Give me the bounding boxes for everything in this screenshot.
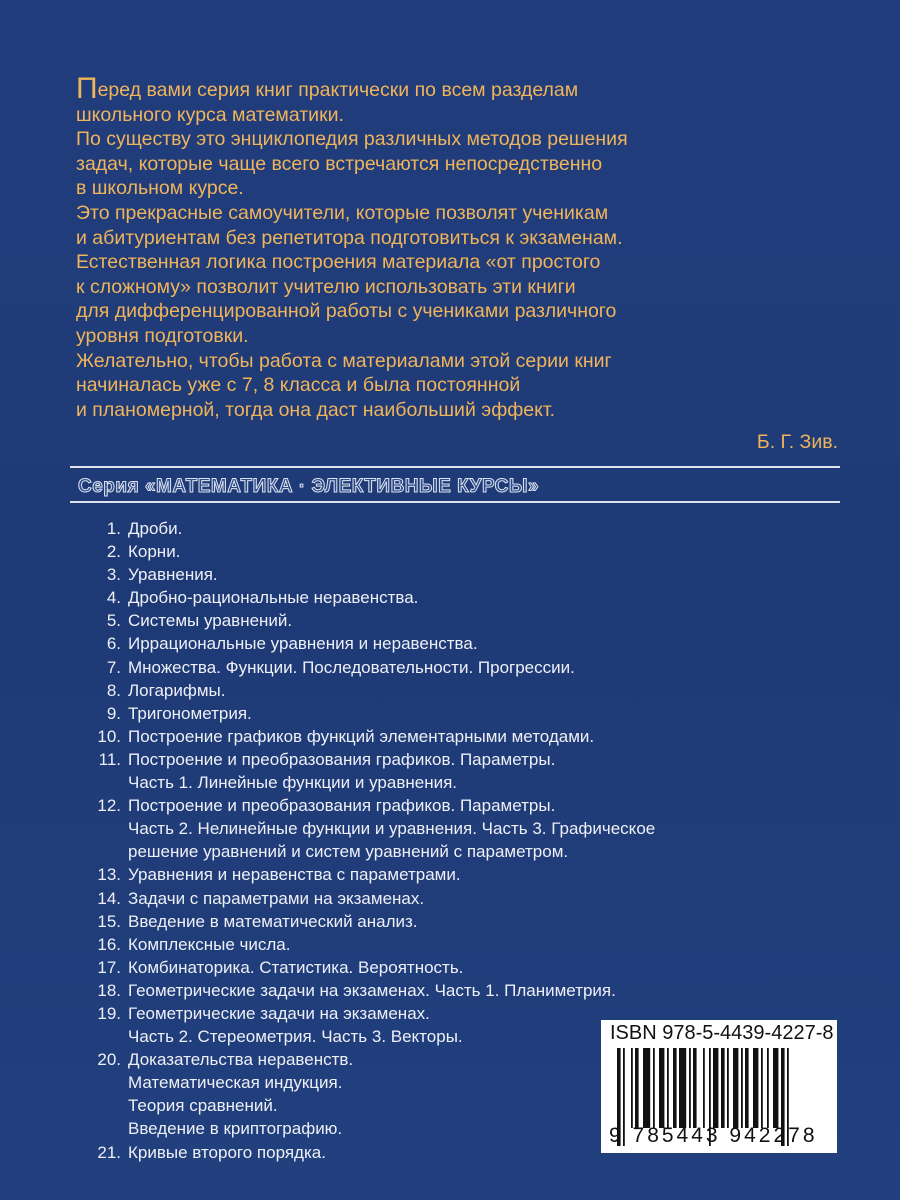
- book-number: 1.: [106, 519, 121, 538]
- book-list-item: [0, 656, 620, 679]
- book-list-item: [0, 956, 620, 979]
- intro-line: к сложному» позволит учителю использовать эти книги: [76, 275, 576, 298]
- book-title: Дробно-рациональные неравенства.: [128, 588, 419, 608]
- barcode-bar: [733, 1048, 738, 1128]
- barcode-bar: [773, 1048, 778, 1128]
- barcode-bar: [643, 1048, 650, 1128]
- intro-line: школьного курса математики.: [76, 103, 344, 126]
- book-list-item: [0, 1141, 620, 1164]
- book-number: [0, 771, 128, 794]
- book-list-item: [0, 817, 656, 840]
- book-list-item: [0, 679, 620, 702]
- book-number: 20.: [97, 1050, 121, 1070]
- book-title: Комплексные числа.: [128, 934, 291, 954]
- barcode-bar: [635, 1048, 639, 1128]
- barcode-bar: [703, 1048, 705, 1128]
- book-list-item: [0, 1025, 620, 1048]
- book-list-item: [0, 702, 620, 725]
- book-list-item: [0, 910, 620, 933]
- barcode-bar: [693, 1048, 697, 1128]
- book-title: Уравнения.: [128, 565, 218, 585]
- barcode-bar: [713, 1048, 718, 1128]
- intro-line: Желательно, чтобы работа с материалами этой серии книг: [76, 349, 612, 372]
- book-title: Доказательства неравенств.: [128, 1050, 354, 1070]
- book-title: Дроби.: [128, 519, 183, 538]
- book-number: 21.: [97, 1142, 121, 1162]
- book-number: 12.: [97, 796, 121, 816]
- intro-line: Перед вами серия книг практически по всем разделам: [76, 72, 579, 105]
- book-list-item: [0, 887, 620, 910]
- book-number: 8.: [106, 680, 121, 700]
- barcode-bar: [761, 1048, 763, 1128]
- drop-cap: П: [76, 72, 98, 105]
- book-number: 2.: [106, 542, 121, 562]
- barcode-bar: [767, 1048, 769, 1128]
- book-title: Построение графиков функций элементарными методами.: [128, 726, 595, 746]
- book-title: Кривые второго порядка.: [128, 1142, 326, 1162]
- book-number: 14.: [97, 888, 121, 908]
- book-list-item: [0, 632, 620, 655]
- intro-line: и планомерной, тогда она даст наибольший эффект.: [76, 398, 556, 421]
- book-title: Множества. Функции. Последовательности. Прогрессии.: [128, 657, 575, 677]
- book-list-item: [0, 933, 620, 956]
- book-title: Уравнения и неравенства с параметрами.: [128, 865, 461, 885]
- book-title: Часть 1. Линейные функции и уравнения.: [128, 773, 458, 793]
- book-title: Корни.: [128, 542, 181, 562]
- book-list-item: [0, 1117, 620, 1140]
- book-list-item: [0, 979, 620, 1002]
- intro-line: Естественная логика построения материала «от простого: [76, 251, 601, 274]
- book-number: 15.: [97, 911, 121, 931]
- book-number: 9.: [106, 703, 121, 723]
- barcode-bar: [741, 1048, 743, 1128]
- barcode-bar: [727, 1048, 729, 1128]
- series-title: Серия «МАТЕМАТИКА · ЭЛЕКТИВНЫЕ КУРСЫ»: [78, 476, 540, 497]
- barcode-bar: [667, 1048, 669, 1128]
- book-number: [0, 817, 128, 840]
- barcode-bar: [721, 1048, 725, 1128]
- book-title: Задачи с параметрами на экзаменах.: [128, 888, 425, 908]
- book-list: [0, 517, 656, 1164]
- author-signature: Б. Г. Зив.: [756, 431, 838, 453]
- barcode-bar: [653, 1048, 655, 1128]
- book-number: [0, 1071, 128, 1094]
- isbn-label: ISBN 978-5-4439-4227-8: [610, 1022, 834, 1044]
- barcode-bar: [689, 1048, 691, 1128]
- barcode-bar: [745, 1048, 749, 1128]
- book-number: [0, 1025, 128, 1048]
- intro-line: уровня подготовки.: [76, 324, 249, 347]
- barcode-bar: [673, 1048, 677, 1128]
- intro-line: начиналась уже с 7, 8 класса и была постоянной: [76, 374, 521, 397]
- book-title: решение уравнений и систем уравнений с параметром.: [128, 842, 569, 862]
- book-list-item: [0, 840, 620, 863]
- book-number: 7.: [106, 657, 121, 677]
- book-list-item: [0, 1048, 620, 1071]
- book-list-item: [0, 609, 620, 632]
- divider-bottom: [70, 501, 840, 503]
- book-title: Часть 2. Нелинейные функции и уравнения. Часть 3. Графическое: [128, 819, 656, 839]
- book-list-item: [0, 863, 620, 886]
- intro-line: По существу это энциклопедия различных методов решения: [76, 128, 628, 151]
- intro-line: задач, которые чаще всего встречаются непосредственно: [76, 152, 603, 175]
- book-list-item: [0, 586, 620, 609]
- book-list-item: [0, 517, 620, 540]
- barcode-bar: [679, 1048, 686, 1128]
- intro-line: и абитуриентам без репетитора подготовиться к экзаменам.: [76, 226, 623, 249]
- barcode-bar: [631, 1048, 633, 1128]
- barcode-bar: [659, 1048, 664, 1128]
- book-list-item: [0, 1002, 620, 1025]
- book-number: 16.: [97, 934, 121, 954]
- book-number: 3.: [106, 565, 121, 585]
- book-list-item: [0, 725, 620, 748]
- book-number: 5.: [106, 611, 121, 631]
- book-title: Комбинаторика. Статистика. Вероятность.: [128, 957, 464, 977]
- book-title: Тригонометрия.: [128, 703, 252, 723]
- book-list-item: [0, 794, 620, 817]
- book-title: Геометрические задачи на экзаменах.: [128, 1003, 430, 1023]
- intro-line: в школьном курсе.: [76, 177, 244, 200]
- book-list-item: [0, 1094, 620, 1117]
- book-list-item: [0, 540, 620, 563]
- barcode-bar: [753, 1048, 758, 1128]
- book-title: Геометрические задачи на экзаменах. Часть 1. Планиметрия.: [128, 980, 616, 1000]
- book-title: Построение и преобразования графиков. Параметры.: [128, 796, 556, 816]
- book-title: Логарифмы.: [128, 680, 226, 700]
- book-list-item: [0, 1071, 620, 1094]
- book-list-item: [0, 748, 620, 771]
- book-title: Часть 2. Стереометрия. Часть 3. Векторы.: [128, 1027, 463, 1047]
- book-number: [0, 840, 128, 863]
- book-list-item: [0, 771, 620, 794]
- book-list-item: [0, 563, 620, 586]
- book-title: Введение в криптографию.: [128, 1119, 343, 1139]
- intro-text: [76, 72, 856, 422]
- book-number: 18.: [97, 980, 121, 1000]
- book-title: Математическая индукция.: [128, 1073, 343, 1093]
- book-number: [0, 1117, 128, 1140]
- divider-top: [70, 466, 840, 468]
- book-title: Теория сравнений.: [128, 1096, 278, 1116]
- barcode-digits: 9 785443 942278: [609, 1124, 818, 1147]
- book-number: 10.: [97, 726, 121, 746]
- book-number: 13.: [97, 865, 121, 885]
- book-number: 4.: [106, 588, 121, 608]
- book-title: Иррациональные уравнения и неравенства.: [128, 634, 478, 654]
- book-number: 17.: [97, 957, 121, 977]
- book-number: [0, 1094, 128, 1117]
- intro-line: для дифференцированной работы с учениками различного: [76, 300, 617, 323]
- isbn-barcode: [601, 1020, 837, 1153]
- intro-line: Это прекрасные самоучители, которые позволят ученикам: [76, 201, 609, 224]
- book-title: Построение и преобразования графиков. Параметры.: [128, 749, 556, 769]
- book-title: Введение в математический анализ.: [128, 911, 418, 931]
- book-number: 11.: [98, 749, 121, 769]
- book-number: 19.: [97, 1003, 121, 1023]
- book-number: 6.: [106, 634, 121, 654]
- book-title: Системы уравнений.: [128, 611, 293, 631]
